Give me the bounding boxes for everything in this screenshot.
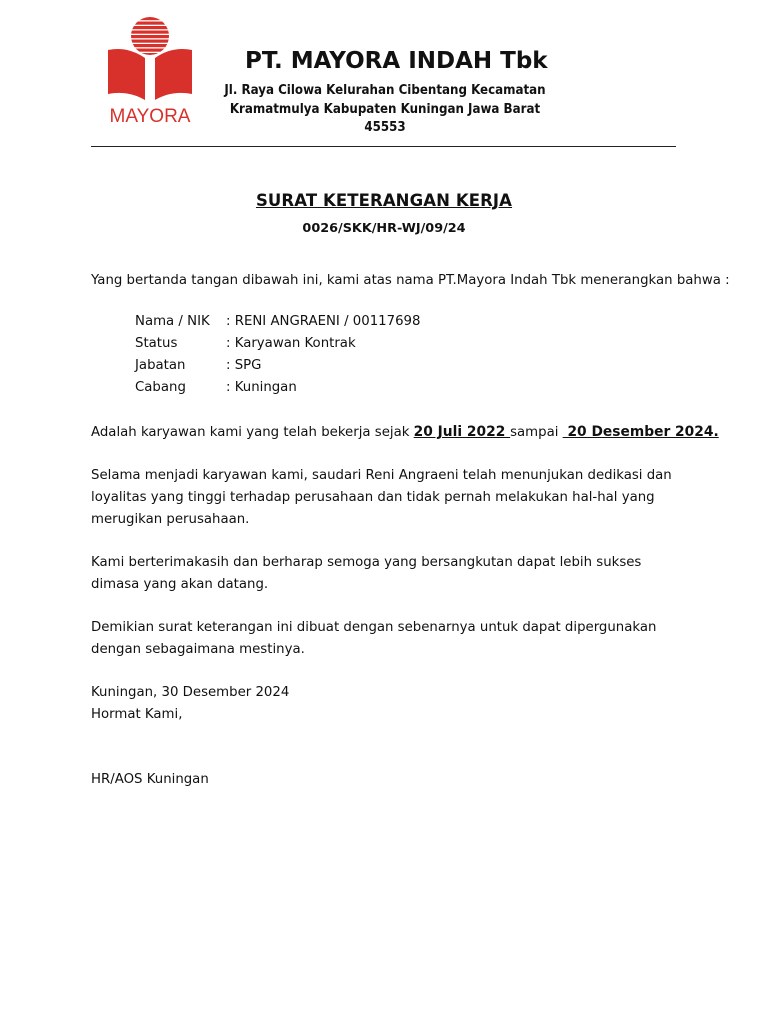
employment-period	[91, 422, 719, 444]
field-value: : Karyawan Kontrak	[226, 336, 356, 351]
company-name: PT. MAYORA INDAH Tbk	[245, 48, 548, 74]
letterhead-divider	[91, 146, 676, 147]
address-line-1: Jl. Raya Cilowa Kelurahan Cibentang Kecamatan	[224, 83, 546, 98]
employment-prefix: Adalah karyawan kami yang telah bekerja sejak	[91, 425, 414, 440]
address-line-2: Kramatmulya Kabupaten Kuningan Jawa Barat	[229, 101, 541, 117]
field-value: : RENI ANGRAENI / 00117698	[226, 314, 421, 329]
regards: Hormat Kami,	[91, 707, 183, 722]
field-label: Status	[135, 336, 178, 351]
signer: HR/AOS Kuningan	[91, 772, 209, 787]
field-value: : Kuningan	[226, 380, 297, 395]
document-number: 0026/SKK/HR-WJ/09/24	[302, 221, 466, 236]
address-postal-code: 45553	[364, 120, 406, 135]
mayora-logo	[100, 16, 200, 126]
document-title: SURAT KETERANGAN KERJA	[255, 191, 513, 210]
field-label: Nama / NIK	[135, 314, 210, 329]
company-address	[210, 82, 560, 138]
thanks-paragraph: Kami berterimakasih dan berharap semoga yang bersangkutan dapat lebih sukses dimasa yang akan datang.	[91, 555, 642, 592]
closing-paragraph: Demikian surat keterangan ini dibuat dengan sebenarnya untuk dapat dipergunakan dengan sebagaimana mestinya.	[91, 620, 657, 657]
field-value: : SPG	[226, 358, 262, 373]
start-date: 20 Juli 2022	[413, 424, 511, 440]
field-label: Cabang	[135, 380, 186, 395]
intro-paragraph: Yang bertanda tangan dibawah ini, kami atas nama PT.Mayora Indah Tbk menerangkan bahwa :	[91, 273, 730, 288]
place-date: Kuningan, 30 Desember 2024	[91, 685, 290, 700]
svg-text:MAYORA: MAYORA	[109, 106, 191, 126]
employment-middle: sampai	[510, 425, 563, 440]
end-date: 20 Desember 2024.	[562, 424, 719, 440]
field-label: Jabatan	[135, 358, 186, 373]
dedication-paragraph: Selama menjadi karyawan kami, saudari Reni Angraeni telah menunjukan dedikasi dan loyalitas yang tinggi terhadap perusahaan dan tidak pernah melakukan hal-hal yang merugikan perusahaan.	[91, 468, 672, 527]
